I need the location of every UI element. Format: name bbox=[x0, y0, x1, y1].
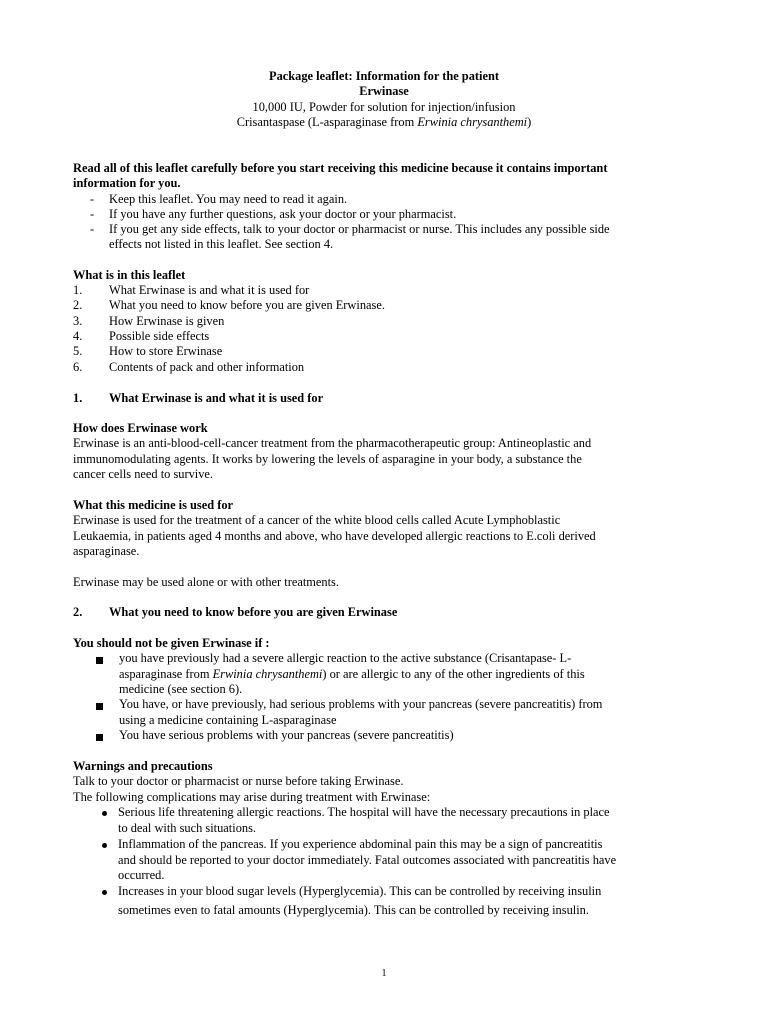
square-bullet-icon bbox=[96, 734, 103, 741]
warning-1-line2: to deal with such situations. bbox=[118, 821, 257, 835]
contraindication-3: You have serious problems with your pancreas (severe pancreatitis) bbox=[119, 728, 454, 742]
warning-3-line2: sometimes even to fatal amounts (Hyperglycemia). This can be controlled by receiving insulin. bbox=[118, 903, 589, 917]
section-2-number: 2. bbox=[73, 605, 83, 619]
warnings-heading: Warnings and precautions bbox=[73, 759, 213, 773]
section-1-number: 1. bbox=[73, 391, 83, 405]
toc-number: 1. bbox=[73, 283, 83, 297]
section-1-title: What Erwinase is and what it is used for bbox=[109, 391, 324, 405]
contraindication-1-line1: you have previously had a severe allergic reaction to the active substance (Crisantapase- L- bbox=[119, 651, 572, 665]
dash-marker: - bbox=[90, 192, 95, 206]
product-name: Erwinase bbox=[359, 84, 409, 98]
toc-item: Possible side effects bbox=[109, 329, 210, 343]
toc-item: Contents of pack and other information bbox=[109, 360, 305, 374]
how-it-works-text: immunomodulating agents. It works by lowering the levels of asparagine in your body, a substance the bbox=[73, 452, 582, 466]
intro-warning-line1: Read all of this leaflet carefully before you start receiving this medicine because it contains important bbox=[73, 161, 608, 175]
square-bullet-icon bbox=[96, 657, 103, 664]
used-for-heading: What this medicine is used for bbox=[73, 498, 234, 512]
toc-heading: What is in this leaflet bbox=[73, 268, 186, 282]
square-bullet-icon bbox=[96, 703, 103, 710]
alone-or-combined-text: Erwinase may be used alone or with other treatments. bbox=[73, 575, 339, 589]
contraindication-2-line2: using a medicine containing L-asparaginase bbox=[119, 713, 337, 727]
text-segment: ) or are allergic to any of the other ingredients of this bbox=[322, 667, 585, 681]
product-strength: 10,000 IU, Powder for solution for injection/infusion bbox=[252, 100, 516, 114]
toc-number: 2. bbox=[73, 298, 83, 312]
intro-item-2: If you have any further questions, ask your doctor or your pharmacist. bbox=[109, 207, 457, 221]
how-it-works-heading: How does Erwinase work bbox=[73, 421, 208, 435]
substance-organism: Erwinia chrysanthemi bbox=[417, 115, 528, 129]
round-bullet-icon bbox=[102, 843, 107, 848]
contraindication-2-line1: You have, or have previously, had serious problems with your pancreas (severe pancreatitis) from bbox=[119, 697, 603, 711]
used-for-text: Leukaemia, in patients aged 4 months and above, who have developed allergic reactions to E.coli derived bbox=[73, 529, 596, 543]
toc-number: 5. bbox=[73, 344, 83, 358]
warnings-text: The following complications may arise during treatment with Erwinase: bbox=[73, 790, 431, 804]
organism-name: Erwinia chrysanthemi bbox=[212, 667, 323, 681]
how-it-works-text: Erwinase is an anti-blood-cell-cancer treatment from the pharmacotherapeutic group: Antineoplastic and bbox=[73, 436, 592, 450]
toc-item: How Erwinase is given bbox=[109, 314, 225, 328]
warning-2-line1: Inflammation of the pancreas. If you experience abdominal pain this may be a sign of pancreatitis bbox=[118, 837, 603, 851]
dash-marker: - bbox=[90, 222, 95, 236]
intro-item-1: Keep this leaflet. You may need to read it again. bbox=[109, 192, 348, 206]
toc-item: How to store Erwinase bbox=[109, 344, 223, 358]
dash-marker: - bbox=[90, 207, 95, 221]
active-substance bbox=[0, 115, 768, 130]
round-bullet-icon bbox=[102, 811, 107, 816]
warning-1-line1: Serious life threatening allergic reactions. The hospital will have the necessary precautions in place bbox=[118, 805, 610, 819]
toc-number: 3. bbox=[73, 314, 83, 328]
warning-2-line3: occurred. bbox=[118, 868, 165, 882]
text-segment: asparaginase from bbox=[119, 667, 213, 681]
warning-3-line1: Increases in your blood sugar levels (Hyperglycemia). This can be controlled by receiving insulin bbox=[118, 884, 602, 898]
warnings-text: Talk to your doctor or pharmacist or nurse before taking Erwinase. bbox=[73, 774, 404, 788]
toc-item: What you need to know before you are given Erwinase. bbox=[109, 298, 385, 312]
substance-suffix: ) bbox=[527, 115, 532, 129]
round-bullet-icon bbox=[102, 890, 107, 895]
leaflet-title: Package leaflet: Information for the patient bbox=[269, 69, 499, 83]
section-2-title: What you need to know before you are given Erwinase bbox=[109, 605, 398, 619]
intro-item-3-line1: If you get any side effects, talk to your doctor or pharmacist or nurse. This includes any possible side bbox=[109, 222, 610, 236]
contraindication-1-line2 bbox=[119, 667, 585, 682]
intro-warning-line2: information for you. bbox=[73, 176, 181, 190]
warning-2-line2: and should be reported to your doctor immediately. Fatal outcomes associated with pancreatitis have bbox=[118, 853, 617, 867]
toc-number: 6. bbox=[73, 360, 83, 374]
toc-number: 4. bbox=[73, 329, 83, 343]
toc-item: What Erwinase is and what it is used for bbox=[109, 283, 310, 297]
intro-item-3-line2: effects not listed in this leaflet. See section 4. bbox=[109, 237, 334, 251]
substance-prefix: Crisantaspase (L-asparaginase from bbox=[236, 115, 418, 129]
contraindications-heading: You should not be given Erwinase if : bbox=[73, 636, 270, 650]
contraindication-1-line3: medicine (see section 6). bbox=[119, 682, 243, 696]
used-for-text: asparaginase. bbox=[73, 544, 140, 558]
how-it-works-text: cancer cells need to survive. bbox=[73, 467, 214, 481]
page-number: 1 bbox=[381, 968, 387, 979]
used-for-text: Erwinase is used for the treatment of a cancer of the white blood cells called Acute Lymphoblastic bbox=[73, 513, 561, 527]
